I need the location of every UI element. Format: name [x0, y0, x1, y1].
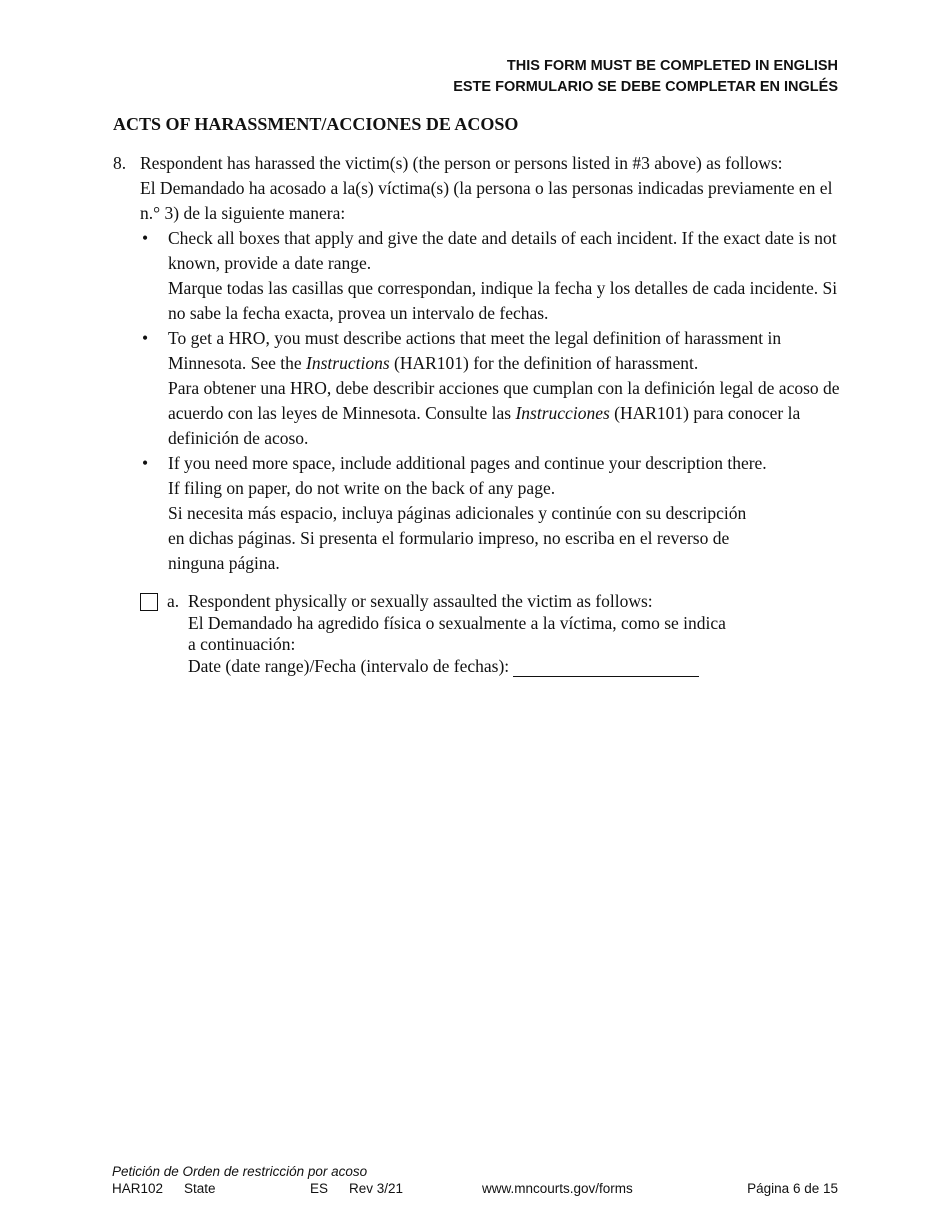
date-range-field[interactable] — [513, 658, 699, 677]
item-intro-english: Respondent has harassed the victim(s) (the person or persons listed in #3 above) as follows: — [140, 153, 783, 173]
bullet-icon: • — [142, 328, 149, 348]
instruction-english-line: If filing on paper, do not write on the back of any page. — [168, 478, 556, 498]
page-footer — [112, 1163, 838, 1197]
option-a-text-spanish: a continuación: — [188, 634, 296, 654]
form-revision: Rev 3/21 — [349, 1181, 404, 1196]
item-intro-spanish: El Demandado ha acosado a la(s) víctima(s) (la persona o las personas indicadas previamente en el n.° 3) de la siguiente manera: — [140, 178, 833, 223]
instruction-spanish-line: ninguna página. — [168, 553, 280, 573]
bullet-icon: • — [142, 228, 149, 248]
instruction-text: Para obtener una HRO, debe describir acciones que cumplan con la definición legal de acoso de acuerdo con las leyes de Minnesota. Consulte las — [168, 378, 840, 423]
forms-url[interactable]: www.mncourts.gov/forms — [482, 1181, 633, 1196]
language-notice-spanish: ESTE FORMULARIO SE DEBE COMPLETAR EN INGLÉS — [453, 79, 838, 95]
item-number: 8. — [113, 153, 127, 173]
option-letter: a. — [167, 591, 180, 611]
item-8 — [113, 151, 843, 677]
instruction-english-line: If you need more space, include additional pages and continue your description there. — [168, 453, 767, 473]
item-8-body — [140, 151, 843, 677]
instruction-english: Check all boxes that apply and give the date and details of each incident. If the exact date is not known, provide a date range. — [168, 228, 837, 273]
instruction-spanish — [168, 376, 843, 451]
bullet-icon: • — [142, 453, 149, 473]
date-range-row — [188, 656, 843, 678]
instructions-reference: Instructions — [306, 353, 390, 373]
option-a-text-spanish: El Demandado ha agredido física o sexualmente a la víctima, como se indica — [188, 612, 726, 633]
instructions-reference: Instrucciones — [515, 403, 610, 423]
option-a-checkbox[interactable] — [140, 593, 158, 611]
form-title: Petición de Orden de restricción por acoso — [112, 1164, 368, 1179]
language-notice-english: THIS FORM MUST BE COMPLETED IN ENGLISH — [506, 58, 838, 74]
page-number: Página 6 de 15 — [747, 1181, 838, 1196]
language-notice — [453, 56, 838, 98]
instruction-list — [140, 226, 843, 576]
form-language: ES — [310, 1181, 329, 1196]
instruction-text: (HAR101) for the definition of harassment. — [389, 353, 699, 373]
instruction-text: (HAR101) para conocer la definición de acoso. — [168, 403, 801, 448]
jurisdiction: State — [184, 1181, 216, 1196]
list-item — [140, 226, 843, 326]
option-a-text-english: Respondent physically or sexually assaulted the victim as follows: — [188, 591, 653, 611]
instruction-text: To get a HRO, you must describe actions that meet the legal definition of harassment in Minnesota. See the — [168, 328, 782, 373]
instruction-spanish-line: en dichas páginas. Si presenta el formulario impreso, no escriba en el reverso de — [168, 528, 730, 548]
instruction-spanish-line: Si necesita más espacio, incluya páginas adicionales y continúe con su descripción — [168, 503, 747, 523]
list-item — [140, 326, 843, 451]
list-item — [140, 451, 843, 576]
section-title: ACTS OF HARASSMENT/ACCIONES DE ACOSO — [113, 114, 519, 134]
instruction-spanish: Marque todas las casillas que correspondan, indique la fecha y los detalles de cada incidente. Si no sabe la fecha exacta, provea un intervalo de fechas. — [168, 278, 838, 323]
form-id: HAR102 — [112, 1181, 164, 1196]
date-range-label: Date (date range)/Fecha (intervalo de fechas): — [188, 655, 510, 676]
instruction-english — [168, 326, 843, 376]
option-a — [140, 591, 843, 677]
footer-info-row — [112, 1180, 838, 1197]
